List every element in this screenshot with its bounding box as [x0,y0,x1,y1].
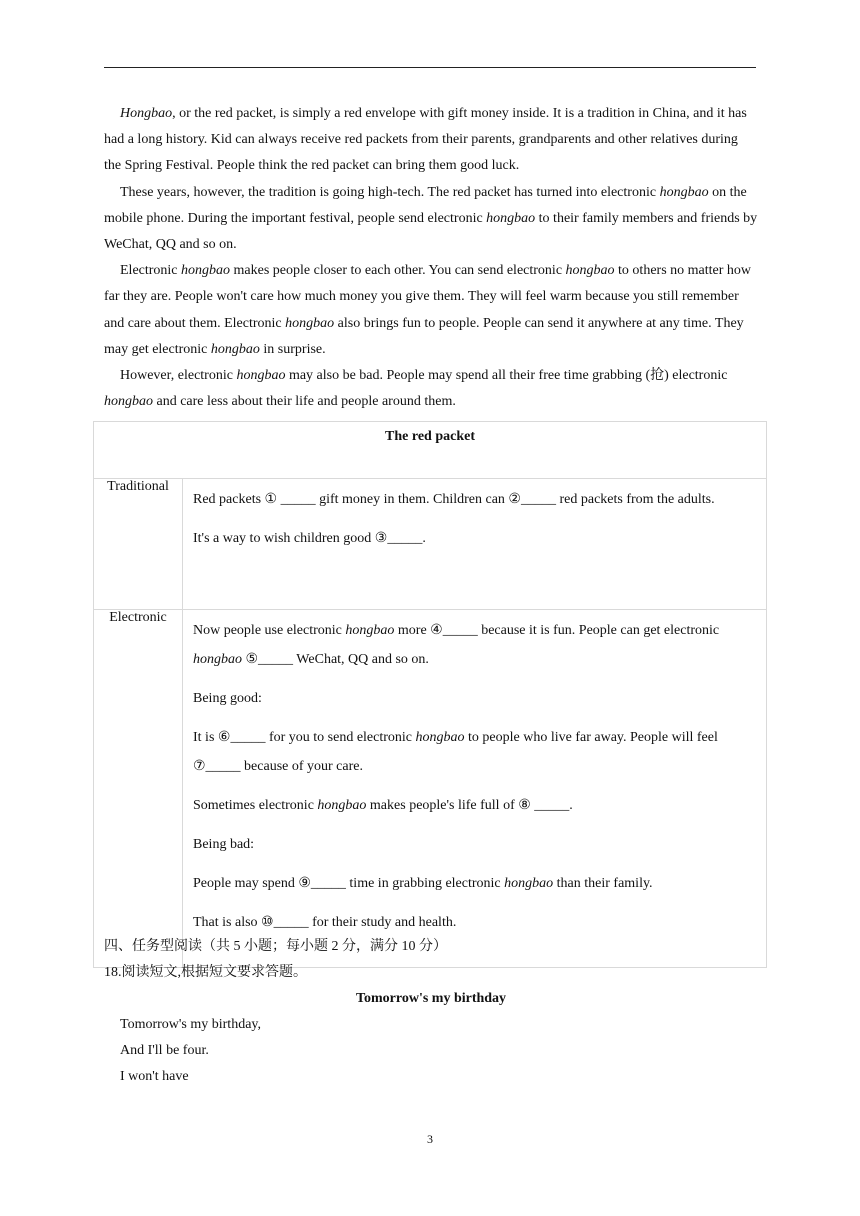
table-header-row [94,422,767,479]
electronic-content [183,610,767,968]
row-label-electronic: Electronic [94,610,183,968]
blank-sentence: That is also ⑩_____ for their study and health. [193,915,457,930]
poem-title: Tomorrow's my birthday [355,991,507,1006]
sub-heading: Being good: [193,691,262,706]
blank-sentence: People may spend ⑨_____ time in grabbing electronic hongbao than their family. [193,876,653,891]
passage-paragraph: Hongbao, or the red packet, is simply a red envelope with gift money inside. It is a tradition in China, and it has had a long history. Kid can always receive red packets from their parents, grandparents and other relatives during the Spring Festival. People think the red packet can bring them good luck. [104,106,747,174]
blank-sentence: It is ⑥_____ for you to send electronic hongbao to people who live far away. People will feel ⑦_____ because of your care. [193,730,718,774]
blank-sentence: Sometimes electronic hongbao makes people's life full of ⑧ _____. [193,798,573,813]
sub-heading: Being bad: [193,837,255,852]
traditional-content [183,479,767,610]
passage-paragraph: Electronic hongbao makes people closer to each other. You can send electronic hongbao to others no matter how far they are. People won't care how much money you give them. They will feel warm because you still remember and care about them. Electronic hongbao also brings fun to people. People can send it anywhere at any time. They may get electronic hongbao in surprise. [104,263,752,357]
blank-sentence: Red packets ① _____ gift money in them. Children can ②_____ red packets from the adults. [193,492,715,507]
header-rule [104,67,756,68]
passage-paragraph: However, electronic hongbao may also be bad. People may spend all their free time grabbing (抢) electronic hongbao and care less about their life and people around them. [104,368,728,410]
summary-table [93,421,767,968]
question-prompt: 18.阅读短文,根据短文要求答题。 [104,965,307,980]
section-heading: 四、任务型阅读（共 5 小题；每小题 2 分，满分 10 分） [104,939,447,954]
row-label-traditional: Traditional [94,479,183,610]
reading-passage [104,101,758,415]
blank-sentence: Now people use electronic hongbao more ④_____ because it is fun. People can get electronic hongbao ⑤_____ WeChat, QQ and so on. [193,623,720,667]
page-number: 3 [427,1132,433,1146]
blank-sentence: It's a way to wish children good ③_____. [193,531,426,546]
table-title: The red packet [94,422,767,479]
table-row [94,479,767,610]
poem-line: Tomorrow's my birthday, [120,1017,262,1032]
passage-paragraph: These years, however, the tradition is going high-tech. The red packet has turned into electronic hongbao on the mobile phone. During the important festival, people send electronic hongbao to their family members and friends by WeChat, QQ and so on. [104,184,758,253]
table-row [94,610,767,968]
poem-line: I won't have [120,1069,189,1084]
poem-line: And I'll be four. [120,1043,209,1058]
next-section [104,934,758,1090]
